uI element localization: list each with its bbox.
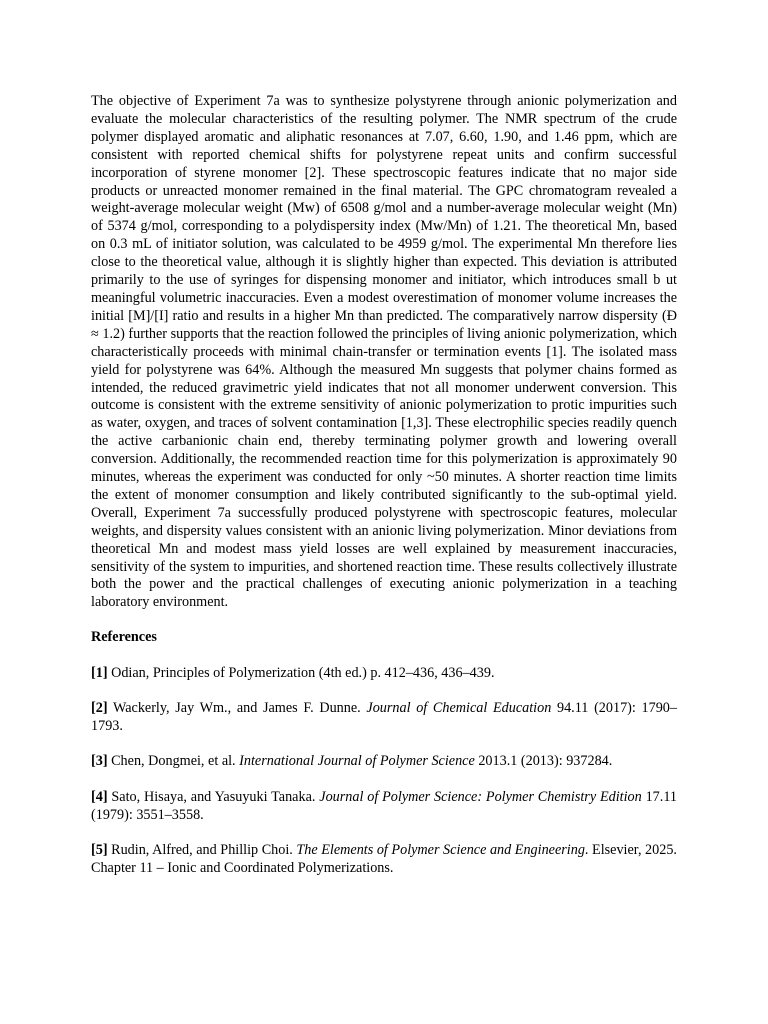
reference-item-3 <box>91 753 677 771</box>
reference-number: [4] <box>91 788 108 805</box>
reference-details: 2013.1 (2013): 937284. <box>474 753 613 770</box>
reference-text: Rudin, Alfred, and Phillip Choi. <box>107 842 297 859</box>
reference-source: The Elements of Polymer Science and Engineering <box>296 842 585 859</box>
reference-item-1 <box>91 665 677 683</box>
reference-details: . Elsevier, 2025. Chapter 11 – Ionic and Coordinated Polymerizations. <box>91 842 677 877</box>
reference-item-2 <box>91 700 677 736</box>
reference-source: Journal of Chemical Education <box>366 700 552 717</box>
reference-text: Sato, Hisaya, and Yasuyuki Tanaka. <box>107 788 320 805</box>
document-page <box>91 93 677 878</box>
reference-text: Wackerly, Jay Wm., and James F. Dunne. <box>107 700 367 717</box>
reference-details: 94.11 (2017): 1790–1793. <box>91 700 677 734</box>
reference-list <box>91 665 677 878</box>
reference-details: 17.11 (1979): 3551–3558. <box>91 788 677 823</box>
reference-text: Odian, Principles of Polymerization (4th ed.) p. 412–436, 436–439. <box>107 664 495 681</box>
reference-number: [5] <box>91 842 108 859</box>
references-heading: References <box>91 629 157 646</box>
reference-number: [3] <box>91 753 108 770</box>
body-paragraph: The objective of Experiment 7a was to synthesize polystyrene through anionic polymerization and evaluate the molecular characteristics of the resulting polymer. The NMR spectrum of the crude polymer displayed aromatic and aliphatic resonances at 7.07, 6.60, 1.90, and 1.46 ppm, which are consistent with reported chemical shifts for polystyrene repeat units and confirm successful incorporation of styrene monomer [2]. These spectroscopic features indicate that no major side products or unreacted monomer remained in the final material. The GPC chromatogram revealed a weight-average molecular weight (Mw) of 6508 g/mol and a number-average molecular weight (Mn) of 5374 g/mol, corresponding to a polydispersity index (Mw/Mn) of 1.21. The theoretical Mn, based on 0.3 mL of initiator solution, was calculated to be 4959 g/mol. The experimental Mn therefore lies close to the theoretical value, although it is slightly higher than expected. This deviation is attributed primarily to the use of syringes for dispensing monomer and initiator, which introduces small b ut meaningful volumetric inaccuracies. Even a modest overestimation of monomer volume increases the initial [M]/[I] ratio and results in a higher Mn than predicted. The comparatively narrow dispersity (Đ ≈ 1.2) further supports that the reaction followed the principles of living anionic polymerization, which characteristically proceeds with minimal chain-transfer or termination events [1]. The isolated mass yield for polystyrene was 64%. Although the measured Mn suggests that polymer chains formed as intended, the reduced gravimetric yield indicates that not all monomer underwent conversion. This outcome is consistent with the extreme sensitivity of anionic polymerization to protic impurities such as water, oxygen, and traces of solvent contamination [1,3]. These electrophilic species readily quench the active carbanionic chain end, thereby terminating polymer growth and lowering overall conversion. Additionally, the recommended reaction time for this polymerization is approximately 90 minutes, whereas the experiment was conducted for only ~50 minutes. A shorter reaction time limits the extent of monomer consumption and likely contributed significantly to the sub-optimal yield. Overall, Experiment 7a successfully produced polystyrene with spectroscopic features, molecular weights, and dispersity values consistent with an anionic living polymerization. Minor deviations from theoretical Mn and modest mass yield losses are well explained by measurement inaccuracies, sensitivity of the system to impurities, and shortened reaction time. These results collectively illustrate both the power and the practical challenges of executing anionic polymerization in a teaching laboratory environment. <box>91 93 677 611</box>
reference-source: International Journal of Polymer Science <box>239 753 475 770</box>
reference-number: [2] <box>91 700 108 717</box>
reference-text: Chen, Dongmei, et al. <box>107 753 240 770</box>
reference-number: [1] <box>91 664 108 681</box>
reference-item-5 <box>91 842 677 878</box>
reference-source: Journal of Polymer Science: Polymer Chemistry Edition <box>319 788 642 805</box>
reference-item-4 <box>91 789 677 825</box>
